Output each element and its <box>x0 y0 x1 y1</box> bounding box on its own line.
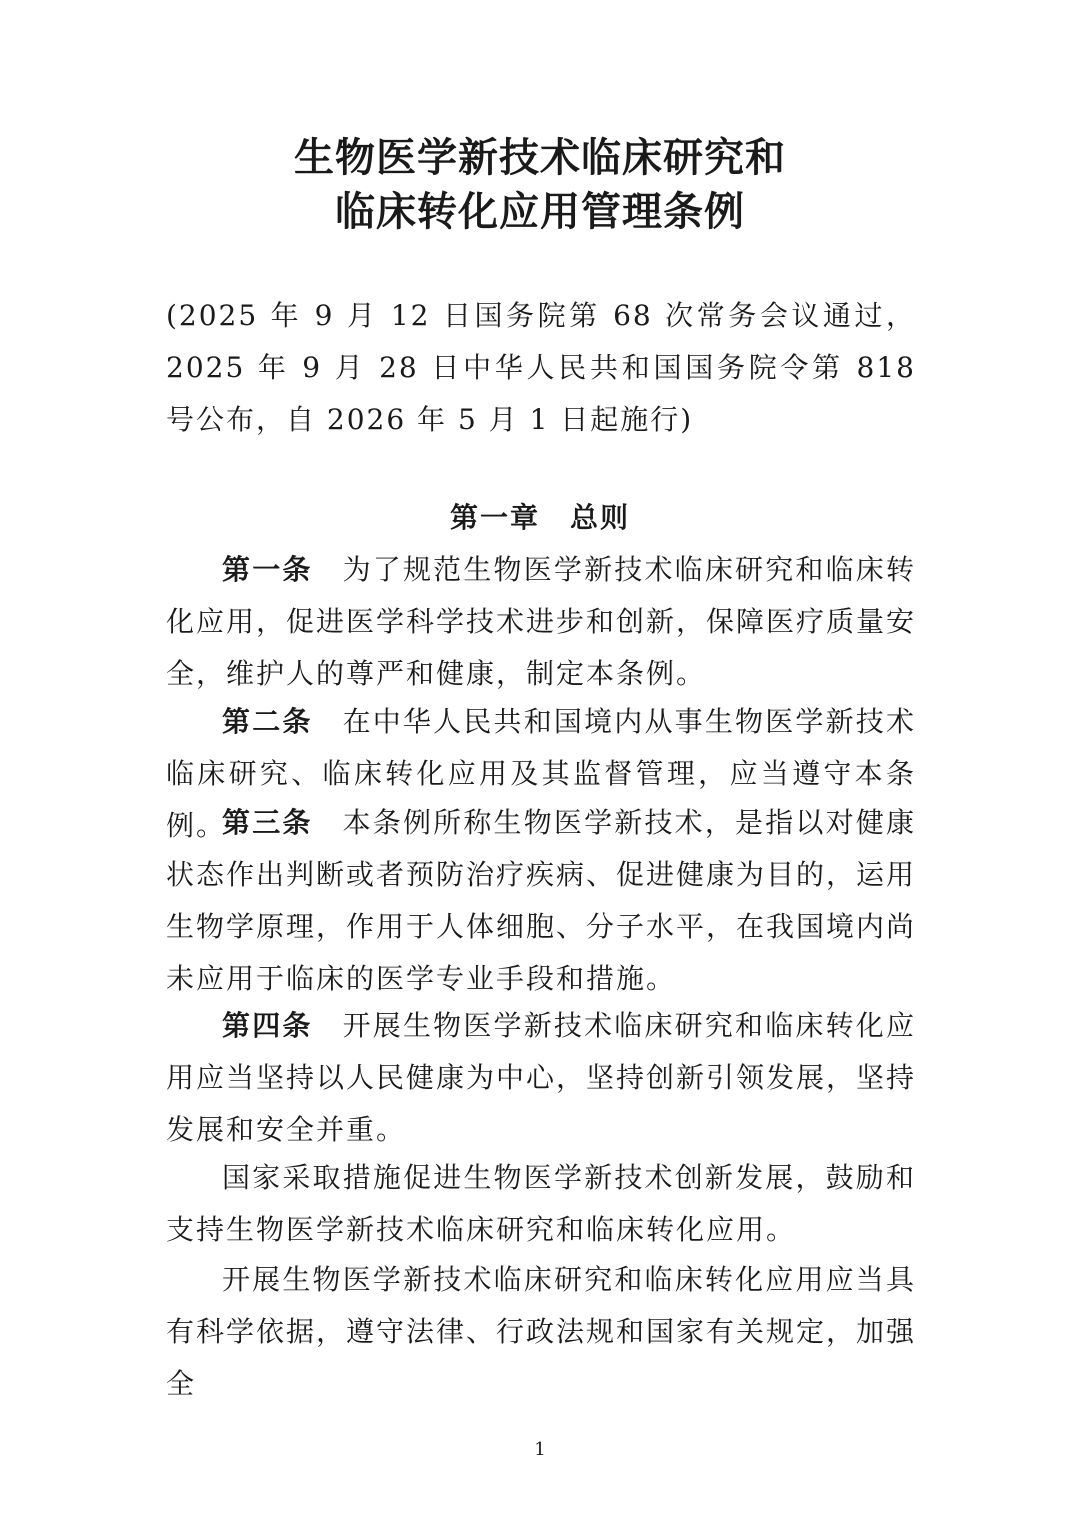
article-text: 为了规范生物医学新技术临床研究和临床转化应用，促进医学科学技术进步和创新，保障医疗质量安全，维护人的尊严和健康，制定本条例。 <box>166 553 917 690</box>
document-title-line-2: 临床转化应用管理条例 <box>335 189 745 235</box>
article-4 <box>166 1000 916 1156</box>
article-label: 第四条 <box>222 1009 313 1042</box>
page-number: 1 <box>534 1439 546 1460</box>
article-1 <box>166 544 916 700</box>
chapter-heading <box>0 492 1080 544</box>
article-label: 第一条 <box>222 553 313 586</box>
document-title-line-1: 生物医学新技术临床研究和 <box>294 135 786 181</box>
article-text: 开展生物医学新技术临床研究和临床转化应用应当坚持以人民健康为中心，坚持创新引领发展，坚持发展和安全并重。 <box>166 1009 917 1146</box>
article-label: 第二条 <box>222 705 313 738</box>
article-text: 本条例所称生物医学新技术，是指以对健康状态作出判断或者预防治疗疾病、促进健康为目的，运用生物学原理，作用于人体细胞、分子水平，在我国境内尚未应用于临床的医学专业手段和措施。 <box>166 806 917 995</box>
article-3 <box>166 797 916 1005</box>
paragraph: 国家采取措施促进生物医学新技术创新发展，鼓励和支持生物医学新技术临床研究和临床转化应用。 <box>166 1161 916 1246</box>
article-label: 第三条 <box>222 806 313 839</box>
promulgation-note: (2025 年 9 月 12 日国务院第 68 次常务会议通过，2025 年 9 月 28 日中华人民共和国国务院令第 818 号公布，自 2026 年 5 月 1 日起施行) <box>166 299 916 436</box>
paragraph: 开展生物医学新技术临床研究和临床转化应用应当具有科学依据，遵守法律、行政法规和国家有关规定，加强全 <box>166 1263 917 1400</box>
article-text: 在中华人民共和国境内从事生物医学新技术临床研究、临床转化应用及其监督管理，应当遵守本条例。 <box>166 705 916 842</box>
chapter-number: 第一章 <box>449 501 540 534</box>
chapter-name: 总则 <box>570 501 631 534</box>
